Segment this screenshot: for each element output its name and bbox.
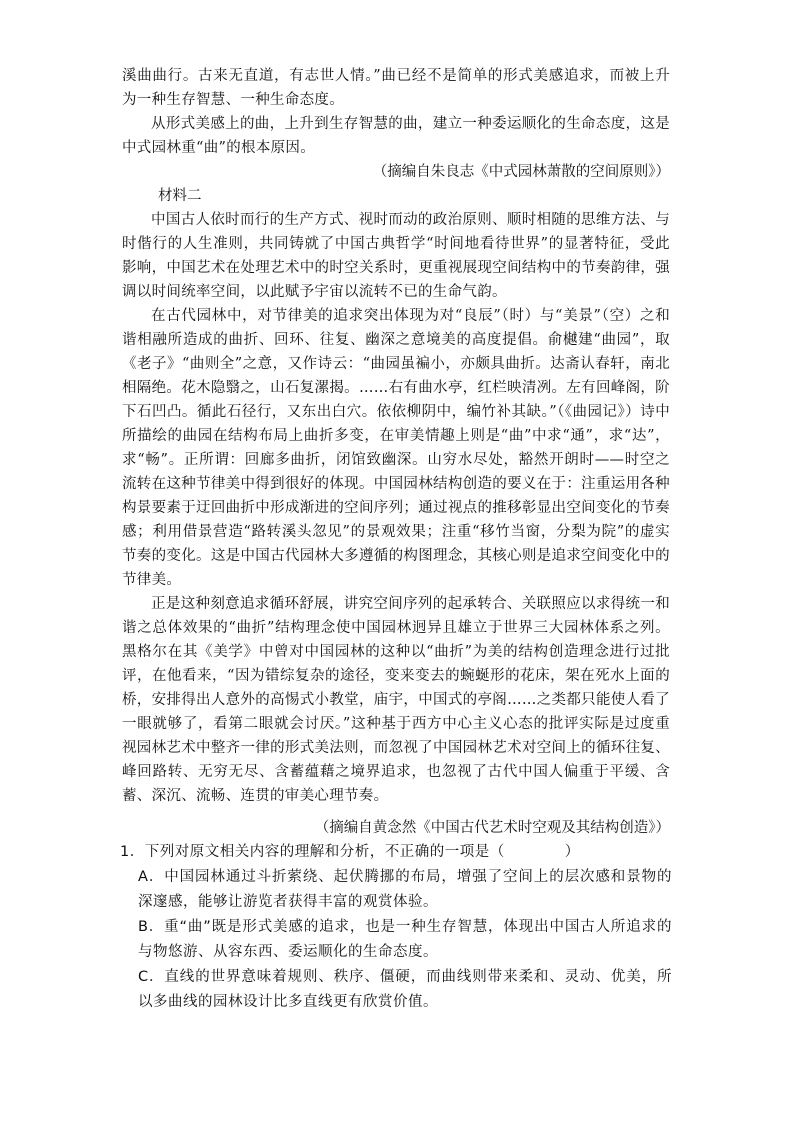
question-1-option-c[interactable]: C．直线的世界意味着规则、秩序、僵硬，而曲线则带来柔和、灵动、优美，所以多曲线的园林设计比多直线更有欣赏价值。 (138, 969, 672, 1010)
material2-paragraph-2: 在古代园林中，对节律美的追求突出体现为对“良辰”（时）与“美景”（空）之和谐相融所造成的曲折、回环、往复、幽深之意境美的高度提倡。俞樾建“曲园”，取《老子》“曲则全”之意，又作诗云：“曲园虽褊小，亦颇具曲折。达斋认春轩，南北相隔绝。花木隐翳之，山石复漯揭。……右有曲水亭，红栏映清冽。左有回峰阁，阶下石凹凸。循此石径行，又东出白穴。依依柳阴中，编竹补其缺。”（《曲园记》）诗中所描绘的曲园在结构布局上曲折多变，在审美情趣上则是“曲”中求“通”，求“达”，求“畅”。正所谓：回廊多曲折，闭馆致幽深。山穷水尽处，豁然开朗时——时空之流转在这种节律美中得到很好的体现。中国园林结构创造的要义在于：注重运用各种构景要素于迂回曲折中形成渐进的空间序列；通过视点的推移彰显出空间变化的节奏感；利用借景营造“路转溪头忽见”的景观效果；注重“移竹当窗，分梨为院”的虚实节奏的变化。这是中国古代园林大多遵循的构图理念，其核心则是追求空间变化中的节律美。 (122, 308, 670, 588)
question-1-stem (120, 840, 680, 865)
material1-continuation-paragraph: 溪曲曲行。古来无直道，有志世人情。”曲已经不是简单的形式美感追求，而被上升为一种生存智慧、一种生命态度。 (122, 68, 670, 108)
question-1-stem-close: ） (564, 844, 580, 860)
material1-summary-paragraph: 从形式美感上的曲，上升到生存智慧的曲，建立一种委运顺化的生命态度，这是中式园林重“曲”的根本原因。 (122, 116, 670, 156)
question-1-option-b[interactable]: B．重“曲”既是形式美感的追求，也是一种生存智慧，体现出中国古人所追求的与物悠游、从容东西、委运顺化的生命态度。 (138, 919, 672, 960)
material1-source-citation: （摘编自朱良志《中式园林萧散的空间原则》） (372, 164, 670, 180)
question-1-stem-text: 1．下列对原文相关内容的理解和分析，不正确的一项是（ (120, 844, 505, 860)
material2-paragraph-1: 中国古人依时而行的生产方式、视时而动的政治原则、顺时相随的思维方法、与时偕行的人生准则，共同铸就了中国古典哲学“时间地看待世界”的显著特征，受此影响，中国艺术在处理艺术中的时空关系时，更重视展现空间结构中的节奏韵律，强调以时间统率空间，以此赋予宇宙以流转不已的生命气韵。 (122, 212, 670, 300)
material2-source-citation: （摘编自黄念然《中国古代艺术时空观及其结构创造》） (314, 820, 670, 836)
material2-paragraph-3: 正是这种刻意追求循环舒展，讲究空间序列的起承转合、关联照应以求得统一和谐之总体效果的“曲折”结构理念使中国园林迥异且雄立于世界三大园林体系之列。黑格尔在其《美学》中曾对中国园林的这种以“曲折”为美的结构创造理念进行过批评，在他看来，“因为错综复杂的途径，变来变去的蜿蜒形的花床，架在死水上面的桥，安排得出人意外的高惕式小教堂，庙宇，中国式的亭阁……之类都只能使人看了一眼就够了，看第二眼就会讨厌。”这种基于西方中心主义心态的批评实际是过度重视园林艺术中整齐一律的形式美法则，而忽视了中国园林艺术对空间上的循环往复、峰回路转、无穷无尽、含蓄蕴藉之境界追求，也忽视了古代中国人偏重于平缓、含蓄、深沉、流畅、连贯的审美心理节奏。 (122, 596, 670, 804)
question-1-option-a[interactable]: A．中国园林通过斗折萦绕、起伏腾挪的布局，增强了空间上的层次感和景物的深邃感，能够让游览者获得丰富的观赏体验。 (138, 869, 672, 910)
material2-heading: 材料二 (158, 188, 202, 204)
